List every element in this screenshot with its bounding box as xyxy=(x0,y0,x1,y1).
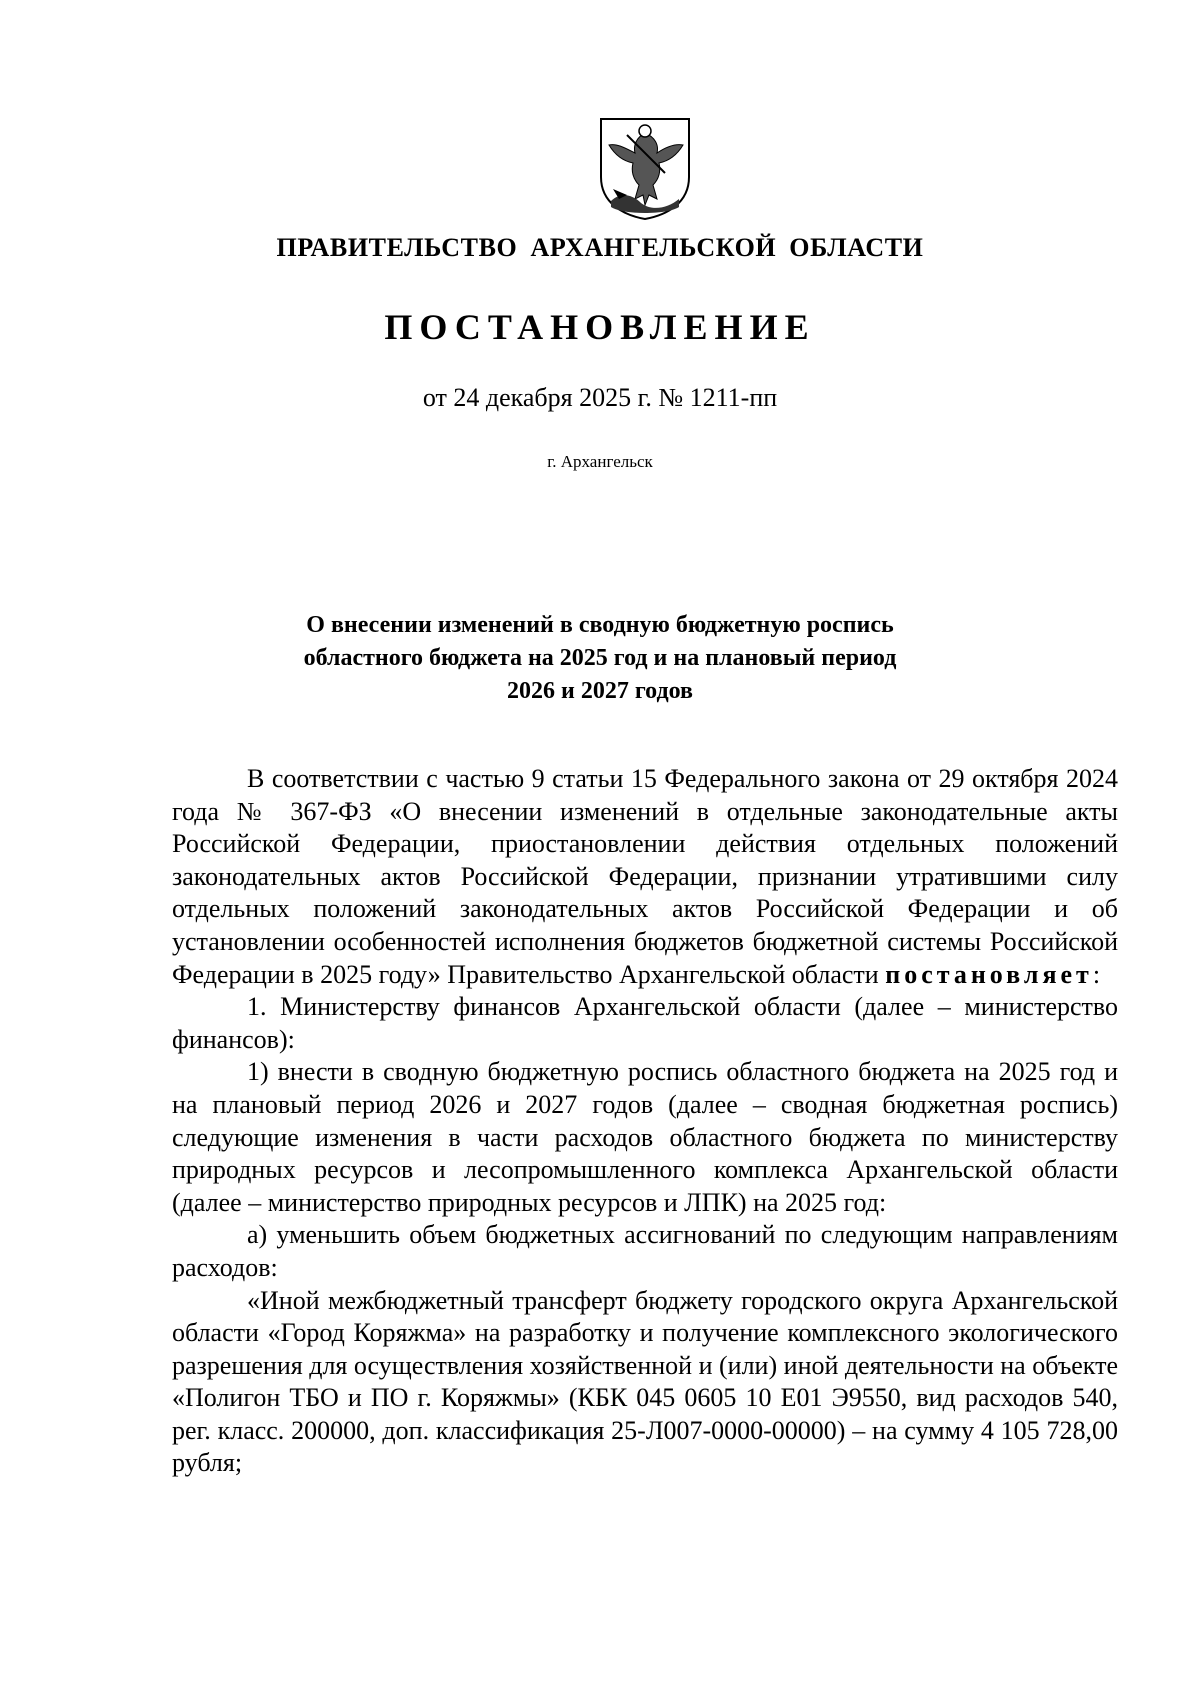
item-1-1-paragraph: 1) внести в сводную бюджетную роспись областного бюджета на 2025 год и на плановый период 2026 и 2027 годов (далее – сводная бюджетная роспись) следующие изменения в части расходов областного бюджета по министерству природных ресурсов и лесопромышленного комплекса Архангельской области (далее – министерство природных ресурсов и ЛПК) на 2025 год: xyxy=(172,1057,1118,1217)
organization-name: ПРАВИТЕЛЬСТВО АРХАНГЕЛЬСКОЙ ОБЛАСТИ xyxy=(276,233,924,262)
document-date-number: от 24 декабря 2025 г. № 1211-пп xyxy=(422,383,778,412)
preamble-text: В соответствии с частью 9 статьи 15 Федерального закона от 29 октября 2024 года № 367-ФЗ «О внесении изменений в отдельные законодательные акты Российской Федерации, приостановлении действия отдельных положений законодательных актов Российской Федерации, признании утратившими силу отдельных положений законодательных актов Российской Федерации и об установлении особенностей исполнения бюджетов бюджетной системы Российской Федерации в 2025 году» Правительство Архангельской области xyxy=(172,764,1118,989)
title-line: О внесении изменений в сводную бюджетную роспись xyxy=(306,612,894,638)
item-a-paragraph: а) уменьшить объем бюджетных ассигнований по следующим направлениям расходов: xyxy=(172,1220,1118,1282)
resolves-word: постановляет xyxy=(885,959,1093,989)
coat-of-arms-icon xyxy=(597,115,693,221)
quote-paragraph: «Иной межбюджетный трансферт бюджету городского округа Архангельской области «Город Коряжма» на разработку и получение комплексного экологического разрешения для осуществления хозяйственной и (или) иной деятельности на объекте «Полигон ТБО и ПО г. Коряжмы» (КБК 045 0605 10 Е01 Э9550, вид расходов 540, рег. класс. 200000, доп. классификация 25-Л007-0000-00000) – на сумму 4 105 728,00 рубля; xyxy=(172,1285,1118,1478)
title-line: областного бюджета на 2025 год и на плановый период xyxy=(303,645,897,671)
document-title xyxy=(0,609,1200,708)
item-1-paragraph: 1. Министерству финансов Архангельской области (далее – министерство финансов): xyxy=(172,992,1118,1054)
document-body xyxy=(172,763,1118,1480)
document-city: г. Архангельск xyxy=(547,452,653,471)
resolves-colon: : xyxy=(1092,959,1101,989)
document-type: ПОСТАНОВЛЕНИЕ xyxy=(384,307,816,347)
title-line: 2026 и 2027 годов xyxy=(507,678,693,704)
preamble-paragraph xyxy=(172,763,1118,991)
